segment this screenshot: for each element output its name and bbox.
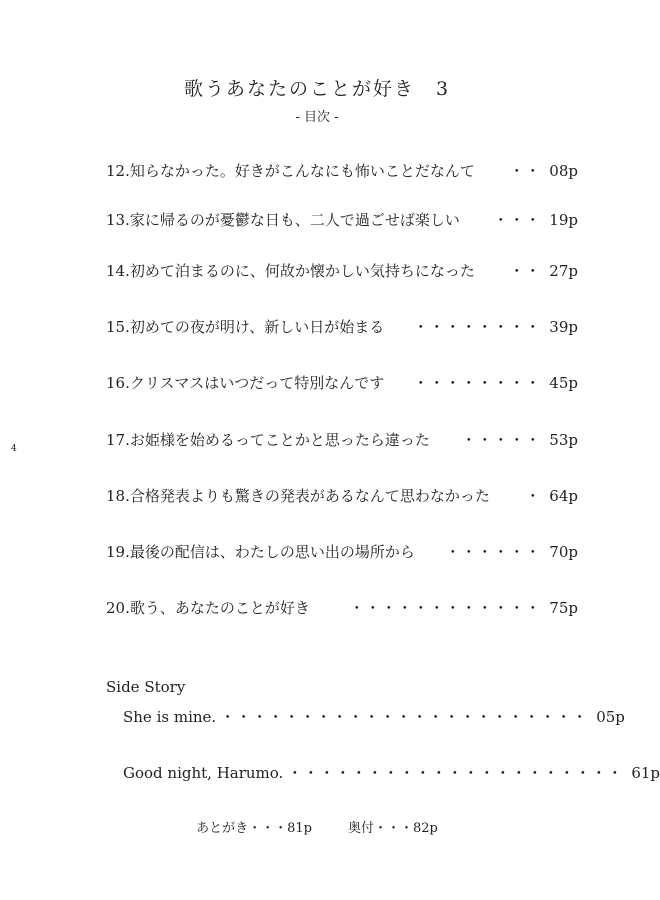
footer xyxy=(0,817,634,836)
page-title: 歌うあなたのことが好き 3 xyxy=(183,78,451,100)
toc-page: 70p xyxy=(549,543,578,561)
side-story-leader: ・・・・・・・・・・・・・・・・・・・・・ xyxy=(287,764,624,782)
toc-number: 17. xyxy=(106,431,130,449)
toc-title: 初めて泊まるのに、何故か懐かしい気持ちになった xyxy=(129,262,475,280)
toc-entry[interactable] xyxy=(106,597,578,621)
toc-title: 家に帰るのが憂鬱な日も、二人で過ごせば楽しい xyxy=(129,211,460,229)
side-story-page: 05p xyxy=(596,708,625,726)
side-story-leader: ・・・・・・・・・・・・・・・・・・・・・・・ xyxy=(220,708,589,726)
toc-number: 12. xyxy=(106,162,130,180)
toc-page: 53p xyxy=(549,431,578,449)
toc-entry[interactable] xyxy=(106,485,578,509)
colophon-entry[interactable]: 奥付・・・82p xyxy=(348,821,438,836)
side-story-heading: Side Story xyxy=(106,678,186,696)
afterword-entry[interactable]: あとがき・・・81p xyxy=(196,821,312,836)
toc-leader: ・・ xyxy=(509,262,542,280)
toc-entry[interactable] xyxy=(106,209,578,233)
toc-entry[interactable] xyxy=(106,372,578,396)
toc-leader: ・・・・・・・・・・・・ xyxy=(349,599,542,617)
side-story-title: She is mine. xyxy=(123,708,217,726)
toc-entry[interactable] xyxy=(106,160,578,184)
toc-leader: ・・・・・・・・ xyxy=(413,374,542,392)
toc-page: 75p xyxy=(549,599,578,617)
toc-number: 18. xyxy=(106,487,130,505)
toc-number: 15. xyxy=(106,318,130,336)
side-story-entry[interactable] xyxy=(123,706,625,730)
side-story-title: Good night, Harumo. xyxy=(123,764,284,782)
toc-leader: ・・・・・・ xyxy=(445,543,542,561)
toc-title: 知らなかった。好きがこんなにも怖いことだなんて xyxy=(129,162,475,180)
toc-entry[interactable] xyxy=(106,260,578,284)
toc-page: 39p xyxy=(549,318,578,336)
side-story-page: 61p xyxy=(631,764,660,782)
toc-page: 45p xyxy=(549,374,578,392)
toc-entry[interactable] xyxy=(106,541,578,565)
toc-leader: ・・・ xyxy=(493,211,542,229)
toc-leader: ・・・・・・・・ xyxy=(413,318,542,336)
toc-leader: ・・・・・ xyxy=(461,431,542,449)
toc-title: クリスマスはいつだって特別なんです xyxy=(129,374,385,392)
toc-number: 14. xyxy=(106,262,130,280)
toc-number: 13. xyxy=(106,211,130,229)
toc-number: 20. xyxy=(106,599,130,617)
toc-title: 初めての夜が明け、新しい日が始まる xyxy=(129,318,385,336)
side-story-entry[interactable] xyxy=(123,762,660,786)
toc-number: 16. xyxy=(106,374,130,392)
margin-page-number: 4 xyxy=(11,444,17,454)
toc-title: 最後の配信は、わたしの思い出の場所から xyxy=(129,543,415,561)
toc-number: 19. xyxy=(106,543,130,561)
toc-title: 歌う、あなたのことが好き xyxy=(129,599,310,617)
page-subtitle: - 目次 - xyxy=(295,110,339,125)
toc-leader: ・・ xyxy=(509,162,542,180)
toc-entry[interactable] xyxy=(106,316,578,340)
toc-title: お姫様を始めるってことかと思ったら違った xyxy=(129,431,430,449)
toc-entry[interactable] xyxy=(106,429,578,453)
toc-page: 27p xyxy=(549,262,578,280)
toc-page: 64p xyxy=(549,487,578,505)
toc-page: 08p xyxy=(549,162,578,180)
toc-page: 19p xyxy=(549,211,578,229)
toc-title: 合格発表よりも驚きの発表があるなんて思わなかった xyxy=(129,487,490,505)
toc-leader: ・ xyxy=(525,487,542,505)
